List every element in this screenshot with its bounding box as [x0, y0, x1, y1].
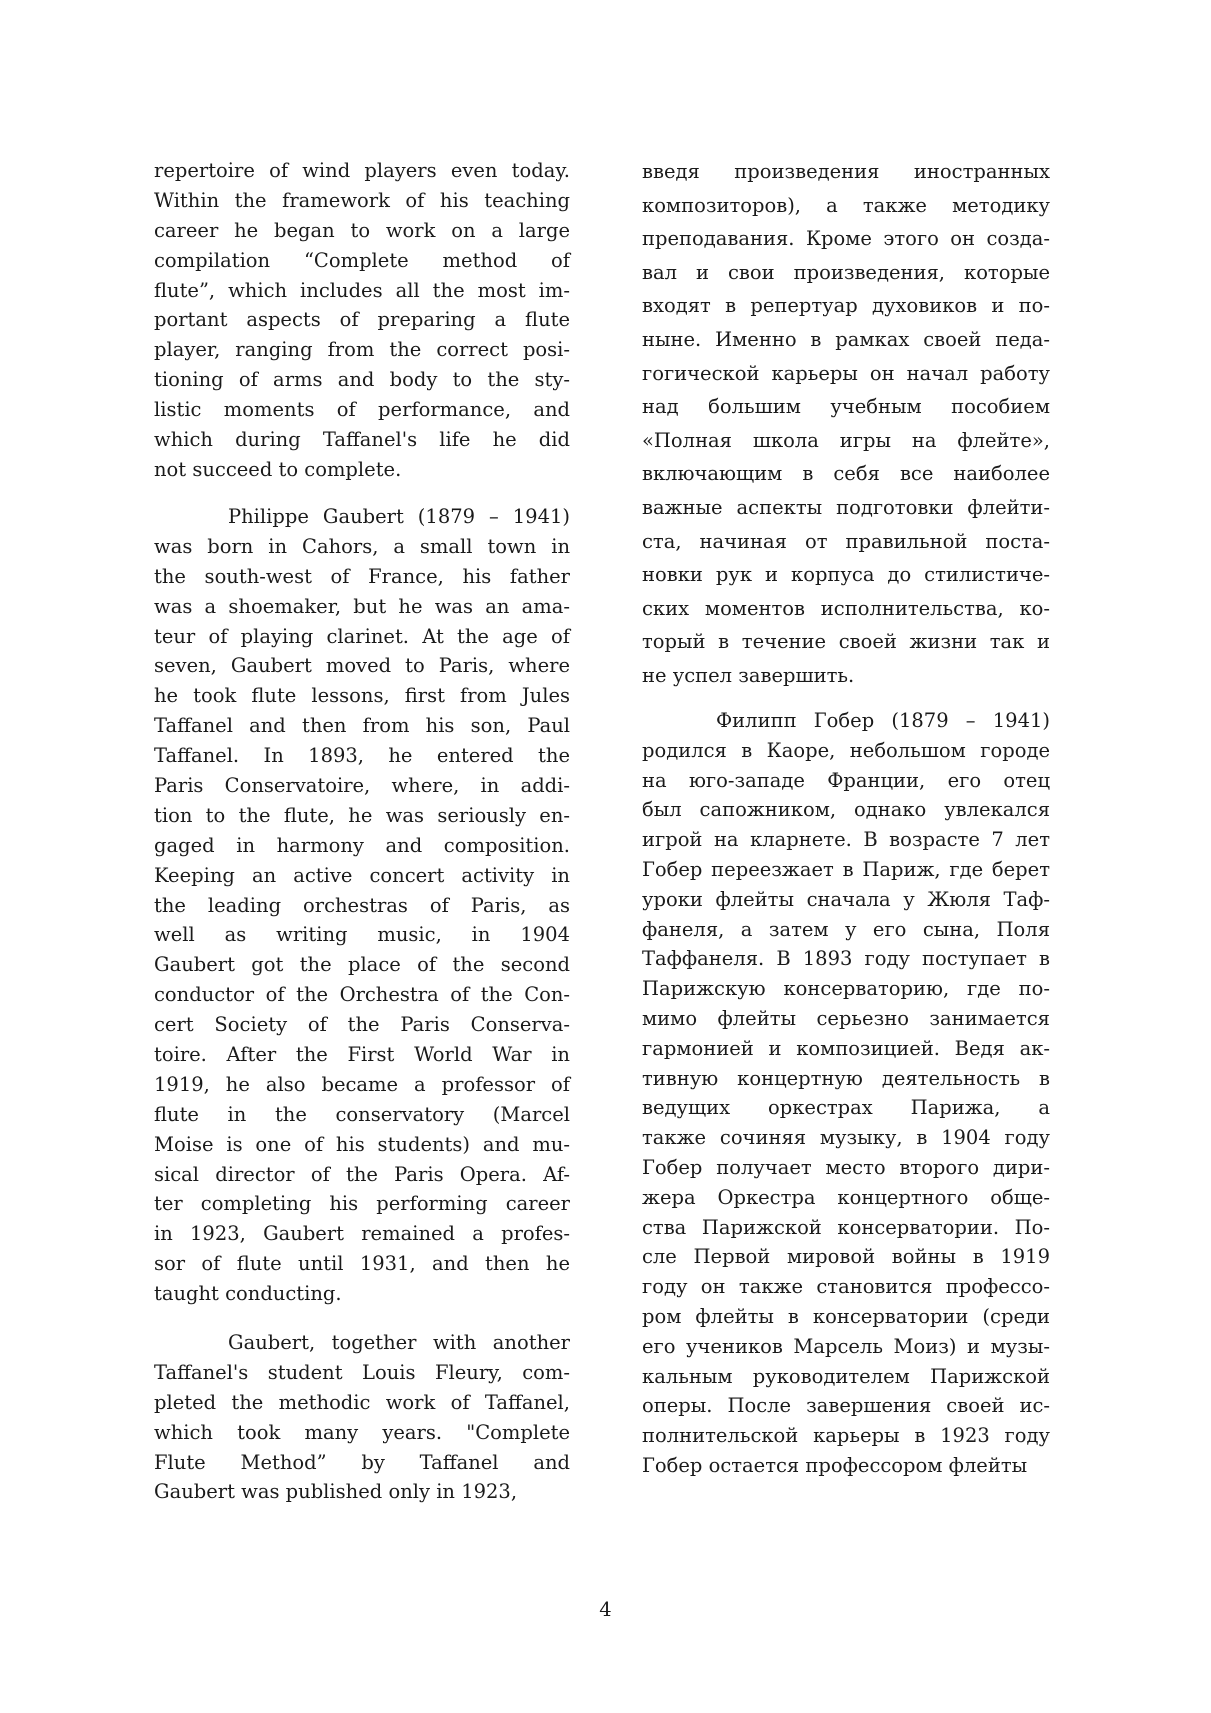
text-line: seven, Gaubert moved to Paris, where [154, 654, 570, 678]
text-line: родился в Каоре, небольшом городе [642, 738, 1050, 762]
text-line: вал и свои произведения, которые [642, 260, 1050, 284]
text-line: также сочиняя музыку, в 1904 году [642, 1126, 1050, 1150]
text-line: Paris Conservatoire, where, in addi- [154, 774, 570, 798]
text-line: compilation “Complete method of [154, 248, 570, 272]
text-line: не успел завершить. [642, 663, 855, 687]
text-line: career he began to work on a large [154, 218, 570, 242]
text-line: над большим учебным пособием [642, 395, 1050, 419]
text-line: ведущих оркестрах Парижа, а [642, 1096, 1050, 1120]
text-line: Keeping an active concert activity in [154, 863, 570, 887]
text-line: Taffanel. In 1893, he entered the [154, 744, 570, 768]
text-line: ныне. Именно в рамках своей педа- [642, 327, 1050, 351]
text-line: гогической карьеры он начал работу [642, 361, 1050, 385]
text-line: the south-west of France, his father [154, 564, 570, 588]
text-line: Within the framework of his teaching [154, 188, 570, 212]
text-line: sor of flute until 1931, and then he [154, 1252, 570, 1276]
text-line: Гобер получает место второго дири- [642, 1155, 1050, 1179]
text-line: жера Оркестра концертного обще- [642, 1185, 1050, 1209]
text-line: тивную концертную деятельность в [642, 1066, 1050, 1090]
text-line: ства Парижской консерватории. По- [642, 1215, 1050, 1239]
text-line: which took many years. "Complete [154, 1420, 570, 1444]
text-line: кальным руководителем Парижской [642, 1364, 1050, 1388]
text-line: новки рук и корпуса до стилистиче- [642, 563, 1050, 587]
text-line: оперы. После завершения своей ис- [642, 1394, 1050, 1418]
text-line: важные аспекты подготовки флейти- [642, 495, 1050, 519]
text-line: Flute Method” by Taffanel and [154, 1450, 570, 1474]
text-line: gaged in harmony and composition. [154, 833, 570, 857]
text-line: tion to the flute, he was seriously en- [154, 803, 570, 827]
text-line: pleted the methodic work of Taffanel, [154, 1390, 570, 1414]
text-line: flute in the conservatory (Marcel [154, 1102, 570, 1126]
paragraph [154, 156, 570, 485]
text-line: which during Taffanel's life he did [154, 428, 570, 452]
text-line: taught conducting. [154, 1282, 342, 1306]
text-line: not succeed to complete. [154, 457, 402, 481]
text-line: Taffanel and then from his son, Paul [154, 714, 570, 738]
text-line: sical director of the Paris Opera. Af- [154, 1162, 570, 1186]
text-line: Philippe Gaubert (1879 – 1941) [228, 505, 570, 528]
text-line: гармонией и композицией. Ведя ак- [642, 1036, 1050, 1060]
text-line: he took flute lessons, first from Jules [154, 684, 570, 708]
text-line: включающим в себя все наиболее [642, 462, 1050, 486]
text-line: на юго-западе Франции, его отец [642, 768, 1050, 792]
text-line: ter completing his performing career [154, 1192, 570, 1216]
text-line: ром флейты в консерватории (среди [642, 1304, 1050, 1328]
text-line: ских моментов исполнительства, ко- [642, 596, 1050, 620]
text-line: repertoire of wind players even today. [154, 159, 570, 182]
text-line: ста, начиная от правильной поста- [642, 529, 1050, 553]
text-line: well as writing music, in 1904 [154, 923, 570, 947]
paragraph [154, 502, 570, 1309]
text-line: Moise is one of his students) and mu- [154, 1132, 570, 1156]
text-line: Гобер переезжает в Париж, где берет [642, 857, 1050, 881]
text-line: мимо флейты серьезно занимается [642, 1006, 1050, 1030]
text-line: player, ranging from the correct posi- [154, 338, 570, 362]
text-line: торый в течение своей жизни так и [642, 630, 1050, 654]
paragraph [642, 155, 1050, 693]
text-line: Филипп Гобер (1879 – 1941) [716, 709, 1050, 732]
text-line: toire. After the First World War in [154, 1043, 570, 1067]
text-line: Taffanel's student Louis Fleury, com- [154, 1360, 570, 1384]
text-line: Таффанеля. В 1893 году поступает в [642, 947, 1050, 971]
text-line: 1919, he also became a professor of [154, 1072, 570, 1096]
text-line: был сапожником, однако увлекался [642, 798, 1050, 822]
text-line: Gaubert, together with another [228, 1331, 570, 1354]
paragraph [642, 706, 1050, 1481]
text-line: введя произведения иностранных [642, 160, 1050, 183]
text-line: сле Первой мировой войны в 1919 [642, 1245, 1050, 1269]
text-line: listic moments of performance, and [154, 398, 570, 422]
text-line: Gaubert was published only in 1923, [154, 1480, 518, 1504]
paragraph [154, 1328, 570, 1507]
text-line: teur of playing clarinet. At the age of [154, 624, 570, 648]
text-line: in 1923, Gaubert remained a profes- [154, 1222, 570, 1246]
text-line: его учеников Марсель Моиз) и музы- [642, 1334, 1050, 1358]
page-number: 4 [599, 1598, 612, 1621]
text-line: Гобер остается профессором флейты [642, 1453, 1028, 1477]
text-line: «Полная школа игры на флейте», [642, 428, 1050, 452]
text-line: Парижскую консерваторию, где по- [642, 977, 1050, 1001]
text-line: flute”, which includes all the most im- [154, 278, 570, 302]
text-line: conductor of the Orchestra of the Con- [154, 983, 570, 1007]
text-line: tioning of arms and body to the sty- [154, 368, 570, 392]
text-line: was a shoemaker, but he was an ama- [154, 594, 570, 618]
text-line: фанеля, а затем у его сына, Поля [642, 917, 1050, 941]
text-line: Gaubert got the place of the second [154, 953, 570, 977]
text-line: portant aspects of preparing a flute [154, 308, 570, 332]
text-line: полнительской карьеры в 1923 году [642, 1424, 1050, 1448]
text-line: cert Society of the Paris Conserva- [154, 1013, 570, 1037]
text-line: году он также становится профессо- [642, 1275, 1050, 1299]
text-line: игрой на кларнете. В возрасте 7 лет [642, 828, 1050, 852]
text-line: композиторов), а также методику [642, 193, 1050, 217]
text-line: was born in Cahors, a small town in [154, 534, 570, 558]
text-line: уроки флейты сначала у Жюля Таф- [642, 887, 1050, 911]
text-line: входят в репертуар духовиков и по- [642, 294, 1050, 318]
text-line: преподавания. Кроме этого он созда- [642, 227, 1050, 251]
text-line: the leading orchestras of Paris, as [154, 893, 570, 917]
